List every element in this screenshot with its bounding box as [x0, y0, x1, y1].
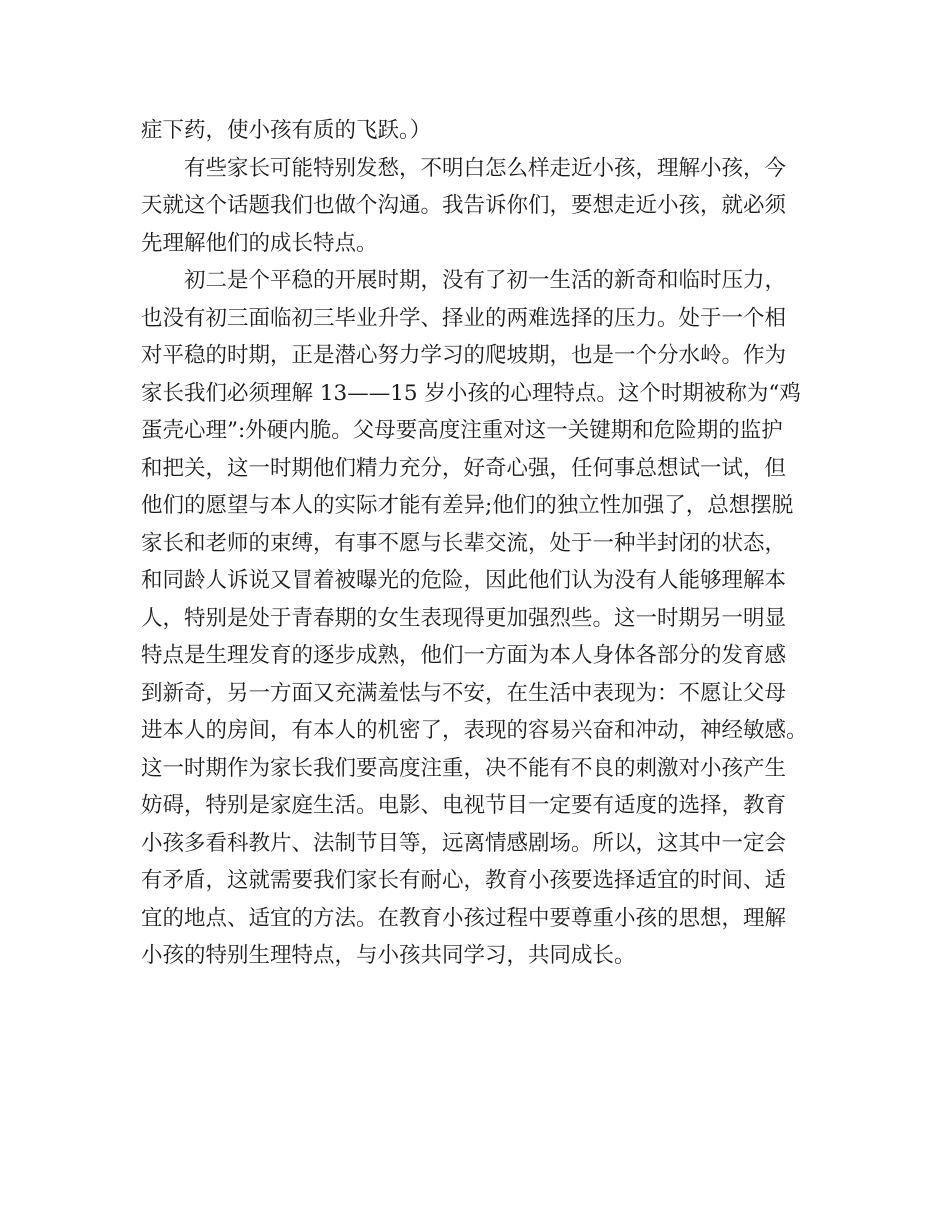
document-body [141, 112, 841, 975]
text-line: 宜的地点、适宜的方法。在教育小孩过程中要尊重小孩的思想，理解 [141, 905, 787, 931]
text-line: 蛋壳心理”:外硬内脆。父母要高度注重对这一关键期和危险期的监护 [141, 418, 783, 443]
text-line: 到新奇，另一方面又充满羞怯与不安，在生活中表现为：不愿让父母 [141, 680, 787, 706]
text-line: 初二是个平稳的开展时期，没有了初一生活的新奇和临时压力， [184, 268, 787, 293]
text-line: 和把关，这一时期他们精力充分，好奇心强，任何事总想试一试，但 [141, 455, 787, 481]
text-line: 有矛盾，这就需要我们家长有耐心，教育小孩要选择适宜的时间、适 [141, 868, 787, 893]
text-line: 小孩多看科教片、法制节目等，远离情感剧场。所以，这其中一定会 [141, 830, 787, 856]
text-line: 妨碍，特别是家庭生活。电影、电视节目一定要有适度的选择，教育 [141, 793, 787, 818]
text-line: 特点是生理发育的逐步成熟，他们一方面为本人身体各部分的发育感 [141, 643, 787, 668]
text-line: 和同龄人诉说又冒着被曝光的危险，因此他们认为没有人能够理解本 [141, 568, 787, 593]
text-line: 也没有初三面临初三毕业升学、择业的两难选择的压力。处于一个相 [141, 305, 787, 331]
text-line: 症下药，使小孩有质的飞跃。） [141, 118, 432, 143]
text-line: 人，特别是处于青春期的女生表现得更加强烈些。这一时期另一明显 [141, 605, 787, 631]
text-line: 进本人的房间，有本人的机密了，表现的容易兴奋和冲动，神经敏感。 [141, 718, 808, 743]
paragraph-continuation [141, 112, 841, 150]
text-line: 天就这个话题我们也做个沟通。我告诉你们，要想走近小孩，就必须 [141, 193, 787, 218]
text-line: 有些家长可能特别发愁，不明白怎么样走近小孩，理解小孩，今 [184, 155, 787, 181]
text-line: 家长和老师的束缚，有事不愿与长辈交流，处于一种半封闭的状态， [141, 530, 787, 556]
text-line: 先理解他们的成长特点。 [141, 230, 378, 256]
paragraph-understanding-children [141, 150, 841, 263]
text-line: 家长我们必须理解 13——15 岁小孩的心理特点。这个时期被称为“鸡 [141, 380, 801, 406]
text-line: 对平稳的时期，正是潜心努力学习的爬坡期，也是一个分水岭。作为 [141, 343, 787, 368]
text-line: 他们的愿望与本人的实际才能有差异;他们的独立性加强了，总想摆脱 [141, 493, 794, 518]
text-line: 这一时期作为家长我们要高度注重，决不能有不良的刺激对小孩产生 [141, 755, 787, 781]
paragraph-grade-two-characteristics [141, 262, 841, 975]
text-line: 小孩的特别生理特点，与小孩共同学习，共同成长。 [141, 943, 636, 968]
